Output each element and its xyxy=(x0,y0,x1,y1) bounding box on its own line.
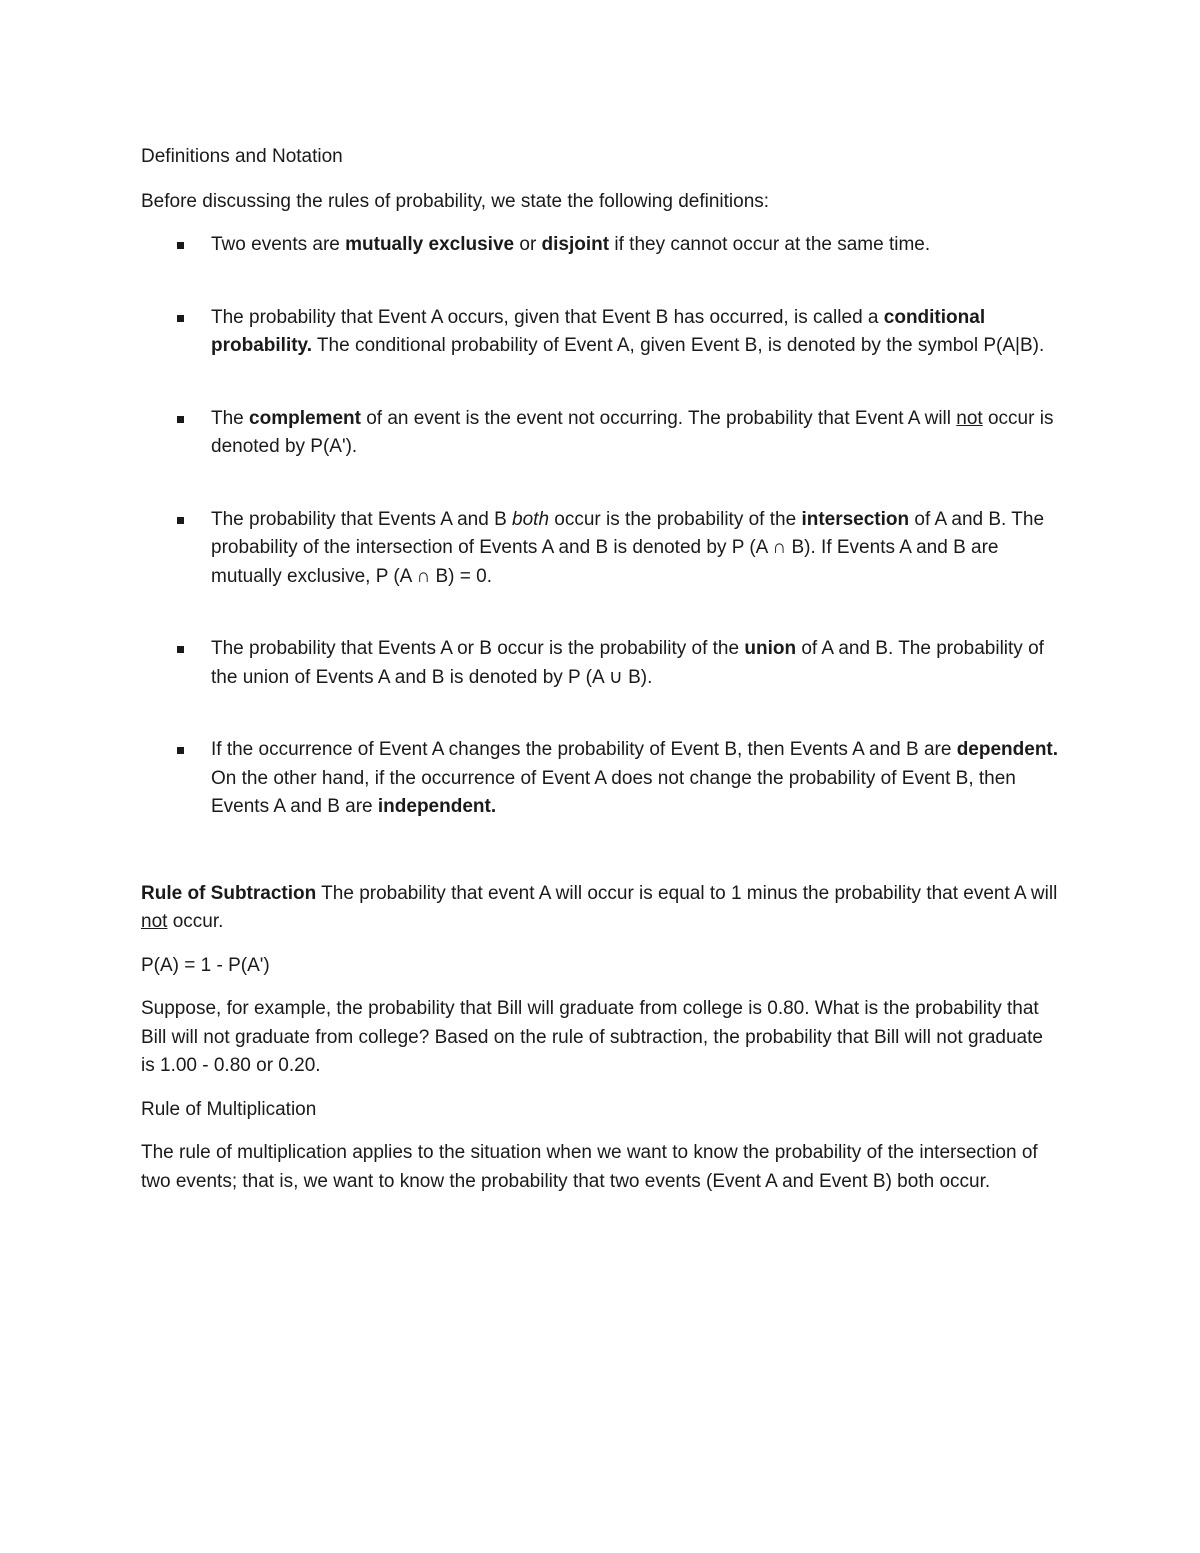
square-bullet-icon xyxy=(177,315,184,322)
definition-item: The probability that Events A or B occur is the probability of the union of A and B. The probability of the union of Events A and B is denoted by P (A ∪ B). xyxy=(141,635,1061,692)
intro-paragraph: Before discussing the rules of probability, we state the following definitions: xyxy=(141,190,770,212)
underlined-word: not xyxy=(141,911,168,932)
subtraction-example: Suppose, for example, the probability that Bill will graduate from college is 0.80. What is the probability that Bill will not graduate from college? Based on the rule of subtraction, the probability that Bill will not graduate is 1.00 - 0.80 or 0.20. xyxy=(141,998,1043,1076)
square-bullet-icon xyxy=(177,242,184,249)
definition-item: Two events are mutually exclusive or disjoint if they cannot occur at the same time. xyxy=(141,231,1061,260)
definitions-list xyxy=(141,231,1061,822)
definition-item: The probability that Event A occurs, given that Event B has occurred, is called a conditional probability. The conditional probability of Event A, given Event B, is denoted by the symbol P(A|B). xyxy=(141,304,1061,361)
section-heading: Definitions and Notation xyxy=(141,146,343,167)
definition-item: The complement of an event is the event not occurring. The probability that Event A will not occur is denoted by P(A'). xyxy=(141,405,1061,462)
bold-term: intersection xyxy=(801,508,910,530)
underlined-word: not xyxy=(956,407,983,429)
subtraction-rule-paragraph: Rule of Subtraction The probability that event A will occur is equal to 1 minus the probability that event A will not occur. xyxy=(141,882,1058,932)
multiplication-rule-title: Rule of Multiplication xyxy=(141,1098,317,1120)
italic-word: both xyxy=(512,508,550,530)
bold-term: dependent. xyxy=(956,739,1059,760)
subtraction-formula: P(A) = 1 - P(A') xyxy=(141,954,270,976)
bold-term: union xyxy=(744,638,797,659)
square-bullet-icon xyxy=(177,747,184,754)
bold-term: complement xyxy=(249,407,361,429)
document-page xyxy=(141,143,1061,1196)
multiplication-rule-text: The rule of multiplication applies to the situation when we want to know the probability of the intersection of two events; that is, we want to know the probability that two events (Event A and Event B) both occur. xyxy=(141,1142,1038,1192)
bold-term: disjoint xyxy=(541,234,610,255)
bold-term: independent. xyxy=(377,796,497,817)
square-bullet-icon xyxy=(177,517,184,524)
bold-term: conditional probability. xyxy=(211,306,986,356)
definition-item: If the occurrence of Event A changes the probability of Event B, then Events A and B are dependent. On the other hand, if the occurrence of Event A does not change the probability of Event B, then Events A and B are independent. xyxy=(141,736,1061,822)
subtraction-rule-title: Rule of Subtraction xyxy=(141,882,317,904)
square-bullet-icon xyxy=(177,416,184,423)
definition-item: The probability that Events A and B both occur is the probability of the intersection of A and B. The probability of the intersection of Events A and B is denoted by P (A ∩ B). If Events A and B are mutually exclusive, P (A ∩ B) = 0. xyxy=(141,506,1061,592)
bold-term: mutually exclusive xyxy=(345,234,515,255)
square-bullet-icon xyxy=(177,646,184,653)
